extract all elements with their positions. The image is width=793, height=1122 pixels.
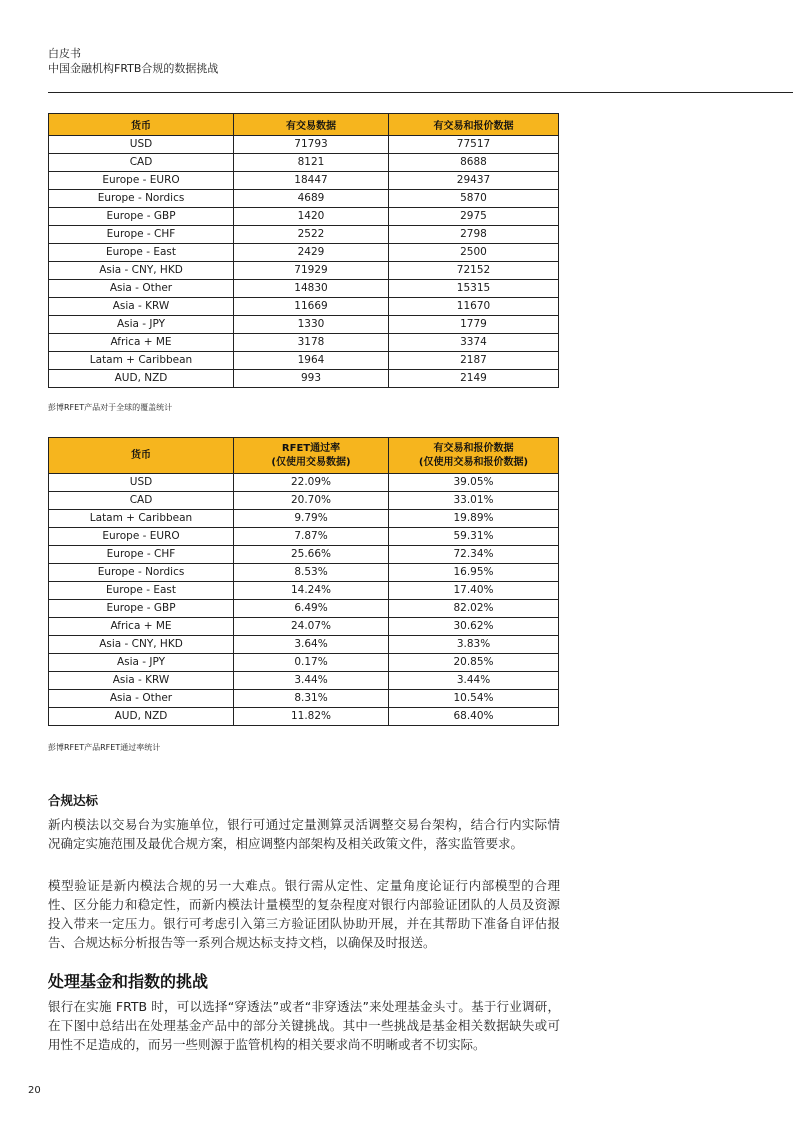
header-line: 有交易和报价数据 (433, 442, 514, 454)
value-cell: 71793 (234, 136, 389, 154)
value-cell: 15315 (389, 280, 559, 298)
column-header-trade-data: 有交易数据 (234, 114, 389, 136)
header-subline: (仅使用交易和报价数据) (418, 456, 529, 468)
currency-cell: Asia - JPY (49, 654, 234, 672)
value-cell: 30.62% (389, 618, 559, 636)
currency-cell: Asia - CNY, HKD (49, 262, 234, 280)
value-cell: 11.82% (234, 708, 389, 726)
value-cell: 18447 (234, 172, 389, 190)
currency-cell: Europe - East (49, 582, 234, 600)
table-row (49, 172, 559, 190)
body-paragraph: 银行在实施 FRTB 时，可以选择“穿透法”或者“非穿透法”来处理基金头寸。基于行业调研，在下图中总结出在处理基金产品中的部分关键挑战。其中一些挑战是基金相关数据缺失或可用性不足造成的，而另一些则源于监管机构的相关要求尚不明晰或者不切实际。 (48, 999, 560, 1052)
currency-cell: Africa + ME (49, 618, 234, 636)
table-row (49, 582, 559, 600)
table-row (49, 564, 559, 582)
table-row (49, 690, 559, 708)
table-row (49, 510, 559, 528)
value-cell: 1330 (234, 316, 389, 334)
table-row (49, 600, 559, 618)
table-row (49, 636, 559, 654)
table-row (49, 528, 559, 546)
header-doc-type: 白皮书 (48, 47, 81, 60)
header-line: RFET通过率 (281, 442, 341, 454)
value-cell: 68.40% (389, 708, 559, 726)
table-row (49, 370, 559, 388)
currency-cell: USD (49, 136, 234, 154)
value-cell: 2187 (389, 352, 559, 370)
value-cell: 1779 (389, 316, 559, 334)
value-cell: 72152 (389, 262, 559, 280)
value-cell: 24.07% (234, 618, 389, 636)
currency-cell: Asia - Other (49, 690, 234, 708)
value-cell: 10.54% (389, 690, 559, 708)
currency-cell: Asia - KRW (49, 672, 234, 690)
header-line: 货币 (131, 449, 151, 461)
currency-cell: CAD (49, 492, 234, 510)
value-cell: 16.95% (389, 564, 559, 582)
page-number: 20 (28, 1085, 41, 1096)
currency-cell: Europe - GBP (49, 208, 234, 226)
currency-cell: Europe - Nordics (49, 190, 234, 208)
value-cell: 77517 (389, 136, 559, 154)
table-row (49, 280, 559, 298)
column-header-pass-rate-trade (234, 438, 389, 474)
section-heading-compliance: 合规达标 (48, 793, 99, 808)
value-cell: 59.31% (389, 528, 559, 546)
column-header-trade-quote-data: 有交易和报价数据 (389, 114, 559, 136)
value-cell: 71929 (234, 262, 389, 280)
body-paragraph: 新内模法以交易台为实施单位，银行可通过定量测算灵活调整交易台架构，结合行内实际情况确定实施范围及最优合规方案，相应调整内部架构及相关政策文件，落实监管要求。 (48, 817, 560, 851)
value-cell: 5870 (389, 190, 559, 208)
value-cell: 11669 (234, 298, 389, 316)
currency-cell: Asia - KRW (49, 298, 234, 316)
value-cell: 3.44% (389, 672, 559, 690)
currency-cell: Asia - JPY (49, 316, 234, 334)
coverage-table (48, 113, 559, 388)
value-cell: 4689 (234, 190, 389, 208)
column-header-currency: 货币 (49, 114, 234, 136)
value-cell: 8688 (389, 154, 559, 172)
value-cell: 993 (234, 370, 389, 388)
section-heading-funds-indices: 处理基金和指数的挑战 (48, 972, 209, 991)
value-cell: 2975 (389, 208, 559, 226)
value-cell: 17.40% (389, 582, 559, 600)
value-cell: 8121 (234, 154, 389, 172)
value-cell: 9.79% (234, 510, 389, 528)
value-cell: 6.49% (234, 600, 389, 618)
currency-cell: Europe - East (49, 244, 234, 262)
table-row (49, 136, 559, 154)
column-header-pass-rate-trade-quote (389, 438, 559, 474)
table-row (49, 190, 559, 208)
value-cell: 14.24% (234, 582, 389, 600)
table-row (49, 618, 559, 636)
currency-cell: Asia - CNY, HKD (49, 636, 234, 654)
header-subline: (仅使用交易数据) (271, 456, 351, 468)
body-paragraph: 模型验证是新内模法合规的另一大难点。银行需从定性、定量角度论证行内部模型的合理性、区分能力和稳定性，而新内模法计量模型的复杂程度对银行内部验证团队的人员及资源投入带来一定压力。银行可考虑引入第三方验证团队协助开展，并在其帮助下准备自评估报告、合规达标分析报告等一系列合规达标支持文档，以确保及时报送。 (48, 878, 560, 950)
value-cell: 0.17% (234, 654, 389, 672)
currency-cell: Europe - CHF (49, 226, 234, 244)
currency-cell: AUD, NZD (49, 708, 234, 726)
value-cell: 22.09% (234, 474, 389, 492)
coverage-table-body (49, 136, 559, 388)
currency-cell: Africa + ME (49, 334, 234, 352)
table-row (49, 654, 559, 672)
currency-cell: Europe - EURO (49, 172, 234, 190)
table-row (49, 334, 559, 352)
currency-cell: Latam + Caribbean (49, 352, 234, 370)
value-cell: 2500 (389, 244, 559, 262)
table-row (49, 262, 559, 280)
value-cell: 39.05% (389, 474, 559, 492)
currency-cell: Europe - GBP (49, 600, 234, 618)
currency-cell: Latam + Caribbean (49, 510, 234, 528)
value-cell: 1420 (234, 208, 389, 226)
value-cell: 3178 (234, 334, 389, 352)
table-row (49, 208, 559, 226)
currency-cell: Europe - CHF (49, 546, 234, 564)
value-cell: 20.85% (389, 654, 559, 672)
value-cell: 72.34% (389, 546, 559, 564)
value-cell: 2149 (389, 370, 559, 388)
pass-rate-table (48, 437, 559, 726)
value-cell: 3.83% (389, 636, 559, 654)
value-cell: 33.01% (389, 492, 559, 510)
value-cell: 3.44% (234, 672, 389, 690)
table-row (49, 474, 559, 492)
currency-cell: USD (49, 474, 234, 492)
value-cell: 2429 (234, 244, 389, 262)
value-cell: 20.70% (234, 492, 389, 510)
currency-cell: Europe - Nordics (49, 564, 234, 582)
table-row (49, 226, 559, 244)
table-row (49, 316, 559, 334)
table-row (49, 708, 559, 726)
value-cell: 8.53% (234, 564, 389, 582)
value-cell: 19.89% (389, 510, 559, 528)
value-cell: 3374 (389, 334, 559, 352)
currency-cell: AUD, NZD (49, 370, 234, 388)
value-cell: 2522 (234, 226, 389, 244)
column-header-currency (49, 438, 234, 474)
table-row (49, 672, 559, 690)
value-cell: 29437 (389, 172, 559, 190)
table-row (49, 546, 559, 564)
pass-rate-table-body (49, 474, 559, 726)
value-cell: 7.87% (234, 528, 389, 546)
table-row (49, 298, 559, 316)
currency-cell: CAD (49, 154, 234, 172)
header-doc-title: 中国金融机构FRTB合规的数据挑战 (48, 62, 219, 75)
value-cell: 2798 (389, 226, 559, 244)
value-cell: 25.66% (234, 546, 389, 564)
page-header (48, 46, 218, 76)
currency-cell: Europe - EURO (49, 528, 234, 546)
value-cell: 82.02% (389, 600, 559, 618)
value-cell: 8.31% (234, 690, 389, 708)
coverage-table-caption: 彭博RFET产品对于全球的覆盖统计 (48, 403, 173, 412)
table-row (49, 244, 559, 262)
value-cell: 3.64% (234, 636, 389, 654)
table-header-row (49, 438, 559, 474)
currency-cell: Asia - Other (49, 280, 234, 298)
value-cell: 1964 (234, 352, 389, 370)
table-row (49, 352, 559, 370)
table-row (49, 154, 559, 172)
pass-rate-table-caption: 彭博RFET产品RFET通过率统计 (48, 743, 161, 752)
table-header-row (49, 114, 559, 136)
value-cell: 14830 (234, 280, 389, 298)
value-cell: 11670 (389, 298, 559, 316)
header-divider (48, 92, 793, 93)
table-row (49, 492, 559, 510)
